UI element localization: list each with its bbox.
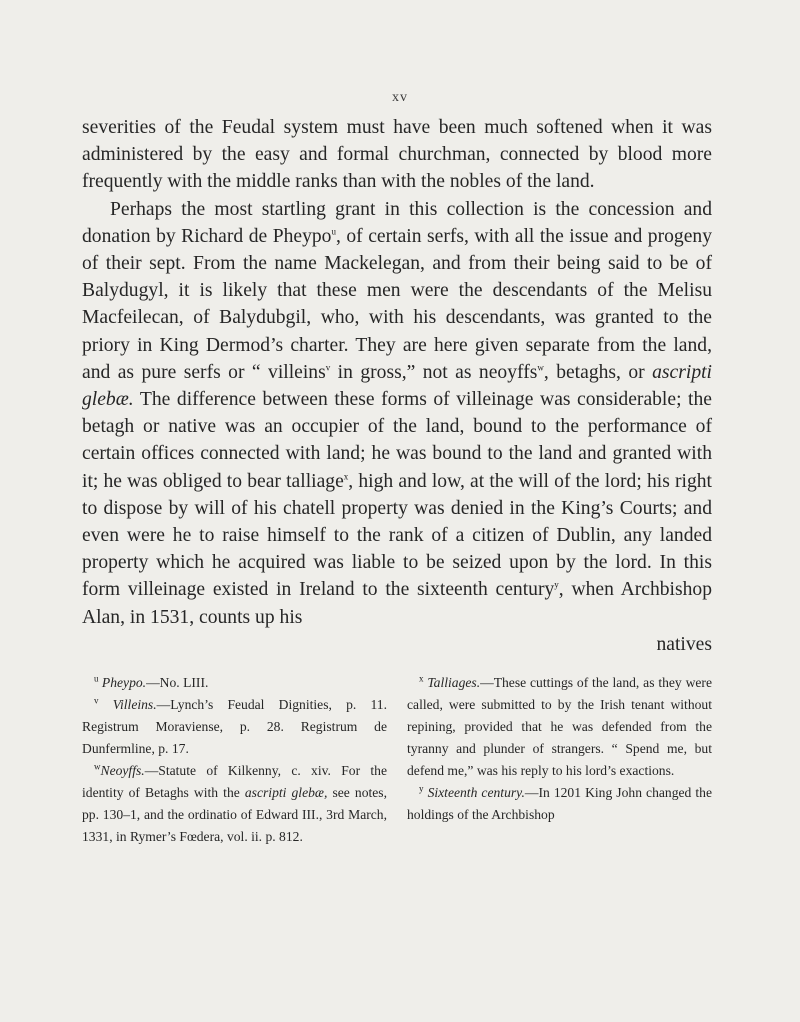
footnote-mark: x bbox=[419, 673, 424, 684]
text-run: , betaghs, or bbox=[543, 361, 653, 383]
footnote-title: Pheypo. bbox=[101, 675, 147, 690]
footnote-mark: y bbox=[419, 783, 424, 794]
footnote-title: Sixteenth century. bbox=[427, 785, 525, 800]
footnote-mark: w bbox=[94, 761, 101, 772]
footnote-ref-y: y bbox=[554, 579, 559, 590]
italic-term: ascripti glebæ. bbox=[82, 361, 712, 411]
footnote-v bbox=[82, 694, 387, 760]
footnote-text: see notes, pp. 130–1, and the ordinatio of Edward III., 3rd March, 1331, in Rymer’s Fœdera, vol. ii. p. 812. bbox=[82, 785, 388, 844]
footnote-text: —In 1201 King John changed the holdings of the Archbishop bbox=[407, 785, 712, 822]
footnote-ref-w: w bbox=[537, 362, 544, 373]
footnote-mark: u bbox=[94, 673, 99, 684]
footnote-italic: ascripti glebæ, bbox=[244, 785, 328, 800]
text-run: , high and low, at the will of the lord; his right to dispose by will of his chatell property was denied in the King’s Courts; and even were he to raise himself to the rank of a citizen of Dublin, any landed property which he acquired was liable to be seized upon by the lord. In this form villeinage existed in Ireland to the sixteenth century bbox=[82, 470, 713, 601]
footnote-text: —Lynch’s Feudal Dignities, p. 11. Registrum Moraviense, p. 28. Registrum de Dunfermline, p. 17. bbox=[82, 697, 387, 756]
footnote-title: Neoyffs. bbox=[100, 763, 145, 778]
footnote-w bbox=[82, 760, 387, 848]
text-run: , when Archbishop Alan, in 1531, counts up his bbox=[82, 579, 712, 628]
footnote-ref-u: u bbox=[331, 226, 336, 237]
text-run: , of certain serfs, with all the issue and progeny of their sept. From the name Mackelegan, and from their being said to be of Balydugyl, it is likely that these men were the descendants of the Melisu Macfeilecan, of Balydubgil, who, with his descendants, was granted to the priory in King Dermod’s charter. They are here given separate from the land, and as pure serfs or “ villeins bbox=[82, 225, 712, 383]
footnote-text: —Statute of Kilkenny, c. xiv. For the identity of Betaghs with the bbox=[82, 763, 387, 800]
main-text bbox=[82, 114, 712, 658]
footnote-ref-v: v bbox=[325, 362, 331, 373]
footnote-mark: v bbox=[94, 695, 99, 706]
footnote-ref-x: x bbox=[343, 471, 349, 482]
footnote-u bbox=[82, 672, 387, 694]
footnote-text: —These cuttings of the land, as they were called, were submitted to by the Irish tenant without repining, provided that he was defended from the tyranny and plunder of strangers. “ Spend me, but defend me,” was his reply to his lord’s exactions. bbox=[407, 675, 712, 778]
text-run: in gross,” not as neoyffs bbox=[330, 361, 538, 383]
page-number: xv bbox=[392, 90, 408, 105]
footnote-x bbox=[407, 672, 712, 782]
footnotes bbox=[82, 672, 712, 848]
footnote-title: Talliages. bbox=[427, 675, 481, 690]
text-run: The difference between these forms of villeinage was considerable; the betagh or native was an occupier of the land, bound to the performance of certain offices connected with land; he was bound to the land and granted with it; he was obliged to bear talliage bbox=[82, 389, 712, 492]
paragraph-2 bbox=[82, 196, 712, 631]
catchword: natives bbox=[656, 633, 712, 655]
paragraph-1: severities of the Feudal system must have been much softened when it was administered by the easy and formal churchman, connected by blood more frequently with the middle ranks than with the nobles of the land. bbox=[82, 117, 712, 193]
footnote-y bbox=[407, 782, 712, 826]
footnote-text: —No. LIII. bbox=[146, 675, 209, 690]
footnote-title: Villeins. bbox=[112, 697, 157, 712]
footnotes-right-column bbox=[407, 672, 712, 848]
text-run: Perhaps the most startling grant in this collection is the concession and donation by Richard de Pheypo bbox=[82, 198, 712, 247]
footnotes-left-column bbox=[82, 672, 387, 848]
